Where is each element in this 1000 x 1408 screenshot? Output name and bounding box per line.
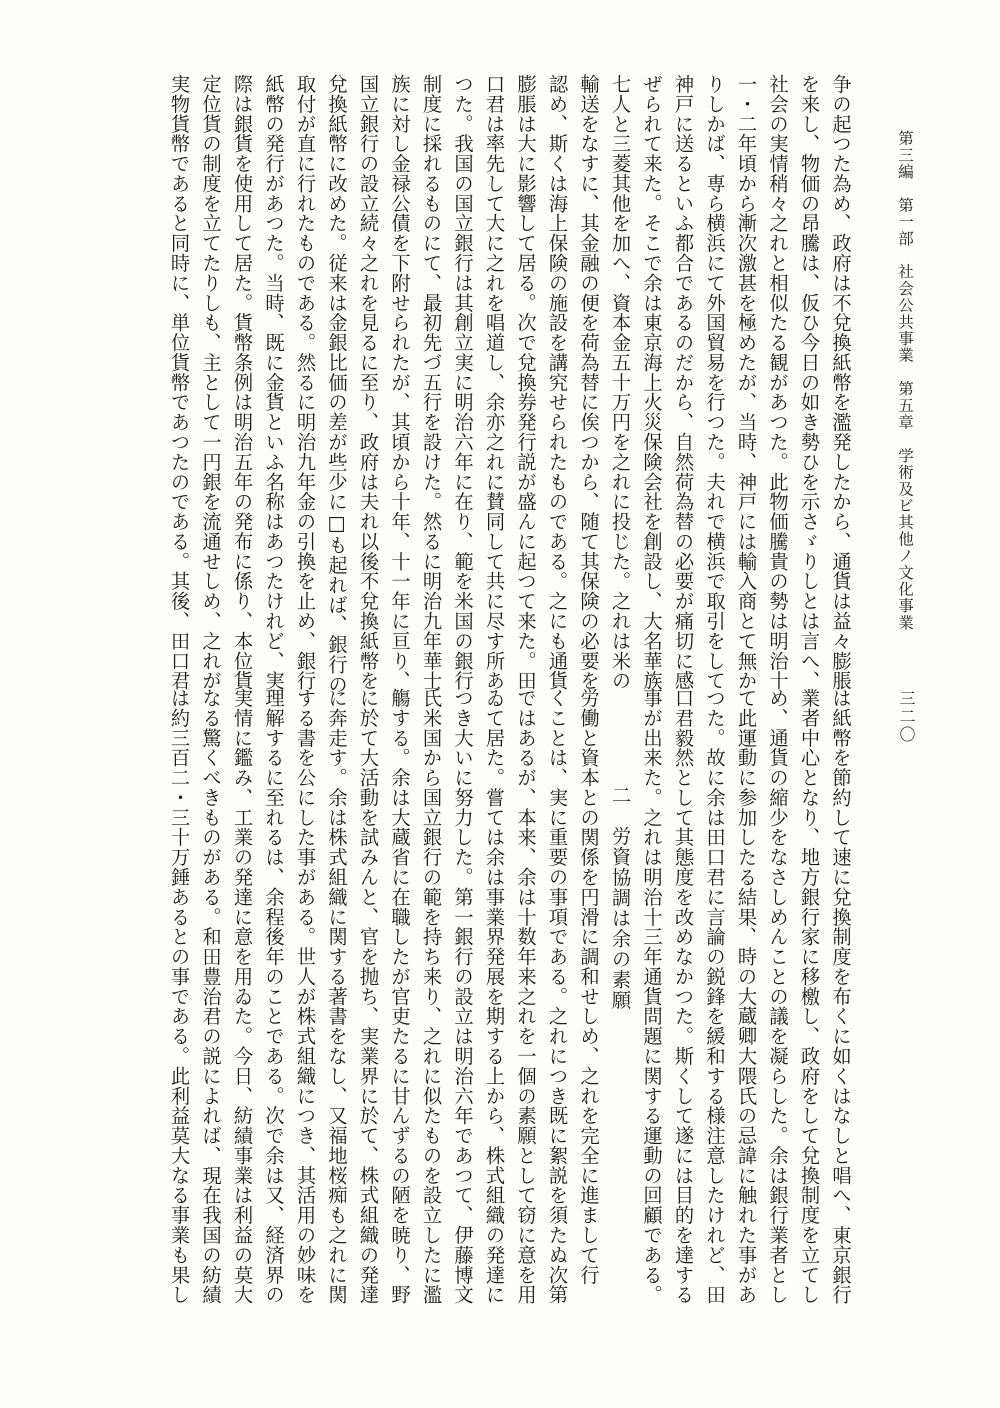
text-column: 国立銀行の設立続々之れを見るに至り、政府は夫れ以後不兌換紙幣を	[356, 74, 380, 691]
text-column: 氏米国から国立銀行の範を持ち来り、之れに似たものを設立したに濫	[419, 688, 443, 1305]
text-column: 理解するに至れるは、余程後年のことである。次で余は又、経済界の	[262, 688, 285, 1305]
page-number: 三二〇	[897, 690, 916, 744]
text-column: 口君は率先して大に之れを唱道し、余亦之れに賛同して共に尽す所あ	[482, 74, 506, 691]
text-column: 兌換紙幣に改めた。従来は金銀比価の差が些少に□も起れば、銀行の	[325, 74, 348, 695]
text-column: 認め、斯くは海上保険の施設を講究せられたものである。之にも通貨	[545, 74, 569, 691]
text-column: 業者中心となり、地方銀行家に移檄し、政府をして兌換制度を立てし	[797, 688, 821, 1305]
text-column: 口君毅然として其態度を改めなかつた。斯くして遂には目的を達する	[671, 688, 695, 1305]
text-column: する書を公にした事がある。世人が株式組織につき、其活用の妙味を	[293, 688, 317, 1305]
text-column: に於て大活動を試みんと、官を抛ち、実業界に於て、株式組織の発達	[356, 688, 380, 1305]
text-column: ぜられて来た。そこで余は東京海上火災保険会社を創設し、大名華族	[640, 74, 663, 691]
text-block-bottom	[66, 688, 856, 1305]
text-column: 膨脹は大に影響して居る。次で兌換券発行説が盛んに起つて来た。田	[514, 74, 537, 691]
text-column: つた。我国の国立銀行は其創立実に明治六年に在り、範を米国の銀行	[451, 74, 474, 691]
running-head: 第三編 第一部 社会公共事業 第五章 学術及ビ其他ノ文化事業	[896, 130, 914, 631]
text-column: 定位貨の制度を立てたりしも、主として一円銀を流通せしめ、之れが	[199, 74, 222, 691]
text-column: を来し、物価の昂騰は、仮ひ今日の如き勢ひを示さゞりしとは言へ、	[797, 74, 821, 691]
text-column: 事が出来た。之れは明治十三年通貨問題に関する運動の回顧である。	[640, 688, 663, 1305]
text-column: なる驚くべきものがある。和田豊治君の説によれば、現在我国の紡績	[199, 688, 222, 1305]
text-column: 社会の実情稍々之れと相似たる観があつた。此物価騰貴の勢は明治十	[766, 74, 789, 691]
text-column: は紙幣を節約して速に兌換制度を布くに如くはなしと唱へ、東京銀行	[829, 688, 852, 1305]
section-heading: 二 労資協調は余の素願	[608, 784, 632, 1010]
text-column: くことは、実に重要の事項である。之れにつき既に絮説を須たぬ次第	[545, 688, 569, 1305]
text-column: 労働と資本との関係を円滑に調和せしめ、之れを完全に進まして行	[577, 688, 600, 1285]
text-column: 族に対し金禄公債を下附せられたが、其頃から十年、十一年に亘り、	[388, 74, 411, 691]
text-column: 実情に鑑み、工業の発達に意を用ゐた。今日、紡績事業は利益の莫大	[230, 688, 254, 1305]
text-column: に奔走す。余は株式組織に関する著書をなし、又福地桜痴も之れに関	[325, 688, 348, 1305]
text-column: ゐて居た。嘗ては余は事業界発展を期する上から、株式組織の発達に	[482, 688, 506, 1305]
text-column: 一・二年頃から漸次激甚を極めたが、当時、神戸には輸入商とて無か	[734, 74, 758, 691]
text-block-top	[66, 74, 856, 695]
text-column: て此運動に参加したる結果、時の大蔵卿大隈氏の忌諱に触れた事があ	[734, 688, 758, 1305]
text-column: 争の起つた為め、政府は不兌換紙幣を濫発したから、通貨は益々膨脹	[829, 74, 852, 691]
text-column: 際は銀貨を使用して居た。貨幣条例は明治五年の発布に係り、本位貨	[230, 74, 254, 691]
text-column: 実物貨幣であると同時に、単位貨幣であつたのである。其後、田口君	[167, 74, 191, 691]
text-column: りしかば、専ら横浜にて外国貿易を行つた。夫れで横浜で取引をして	[703, 74, 726, 691]
text-column: め、通貨の縮少をなさしめんことの議を凝らした。余は銀行業者とし	[766, 688, 789, 1305]
text-column: 觴する。余は大蔵省に在職したが官吏たるに甘んずるの陋を暁り、野	[388, 688, 411, 1305]
text-column: つき大いに努力した。第一銀行の設立は明治六年であつて、伊藤博文	[451, 688, 474, 1305]
text-column: 紙幣の発行があつた。当時、既に金貨といふ名称はあつたけれど、実	[262, 74, 285, 691]
text-column: つた。故に余は田口君に言論の鋭鋒を緩和する様注意したけれど、田	[703, 688, 726, 1305]
text-column: 制度に採れるものにて、最初先づ五行を設けた。然るに明治九年華士	[419, 74, 443, 691]
text-column: 取付が直に行れたものである。然るに明治九年金の引換を止め、銀行	[293, 74, 317, 691]
text-column: 神戸に送るといふ都合であるのだから、自然荷為替の必要が痛切に感	[671, 74, 695, 691]
text-column: 七人と三菱其他を加へ、資本金五十万円を之れに投じた。之れは米の	[608, 74, 632, 691]
text-column: 輸送をなすに、其金融の便を荷為替に俟つから、随て其保険の必要を	[577, 74, 600, 691]
text-column: ではあるが、本来、余は十数年来之れを一個の素願として窃に意を用	[514, 688, 537, 1305]
text-column: は約三百二・三十万錘あるとの事である。此利益莫大なる事業も果し	[167, 688, 191, 1305]
